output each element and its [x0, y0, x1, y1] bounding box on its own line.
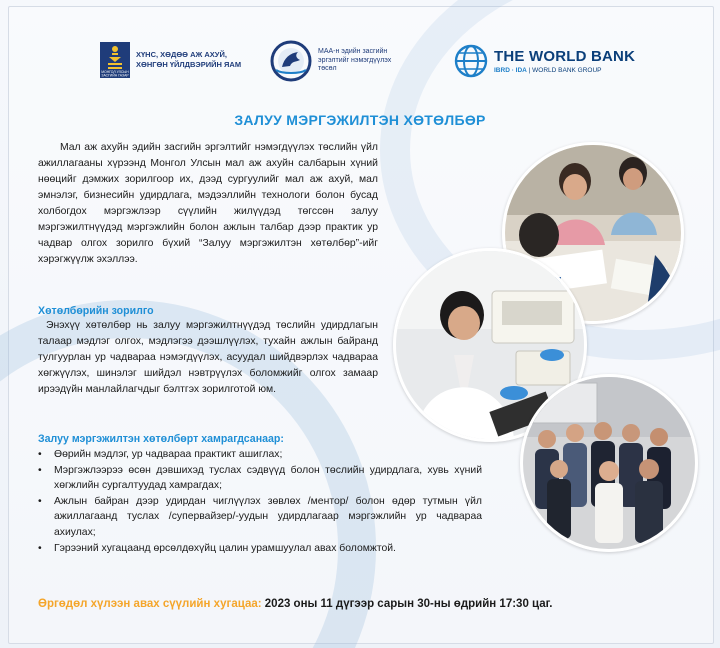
deadline-label: Өргөдөл хүлээн авах сүүлийн хугацаа: [38, 598, 262, 610]
world-bank-sub-right: WORLD BANK GROUP [532, 67, 602, 74]
list-item: • Өөрийн мэдлэг, ур чадвараа практикт ашиглах; [38, 447, 482, 463]
coverage-heading: Залуу мэргэжилтэн хөтөлбөрт хамрагдсанаар: [38, 433, 284, 445]
world-bank-sub-divider: | [528, 67, 533, 74]
project-name-line3: төсөл [318, 65, 337, 73]
ministry-name [136, 50, 241, 70]
project-name [318, 48, 391, 74]
coverage-list [38, 447, 482, 556]
goal-paragraph: Энэхүү хөтөлбөр нь залуу мэргэжилтнүүдэд төслийн удирдлагын талаар мэдлэг олгох, мэдлэгээ дээшлүүлэх, тухайн ажлын байранд тулгуурлан ур чадвараа нэмэгдүүлэх, асуудал шийдвэрлэх чадвараа хөгжүүлэх, шинэлэг шийдэл нэвтрүүлэх боломжийг олгох замаар ирээдүйн манлайлагчдыг бэлтгэх зорилготой юм. [38, 320, 378, 395]
project-name-line1: МАА-н эдийн засгийн [318, 48, 388, 56]
ministry-name-line1: ХҮНС, ХӨДӨӨ АЖ АХУЙ, [136, 50, 227, 59]
list-item: • Ажлын байран дээр удирдан чиглүүлэх зөвлөх /ментор/ болон өдөр тутмын үйл ажиллагаанд туслах /супервайзер/-уудын удирдлагаар мэргэжлийн ур чадвараа ахиулах; [38, 494, 482, 541]
list-item: • Мэргэжлээрээ өсөн дэвшихэд туслах сэдвүүд болон төслийн удирдлага, хувь хүний хөгжлийн сургалтуудад хамрагдах; [38, 463, 482, 494]
ministry-logo [100, 42, 241, 78]
page-title: ЗАЛУУ МЭРГЭЖИЛТЭН ХӨТӨЛБӨР [234, 112, 486, 128]
emblem-caption-line2: ЗАСГИЙН ГАЗАР [101, 73, 129, 78]
globe-icon [454, 44, 488, 78]
ministry-name-line2: ХӨНГӨН ҮЙЛДВЭРИЙН ЯАМ [136, 60, 242, 69]
horse-circle-logo-icon [270, 40, 312, 82]
goal-heading: Хөтөлбөрийн зорилго [38, 305, 154, 317]
soyombo-emblem-icon [100, 42, 130, 78]
world-bank-title: THE WORLD BANK [494, 48, 636, 65]
world-bank-subtitle [494, 67, 635, 74]
world-bank-logo [454, 44, 635, 78]
intro-paragraph: Мал аж ахуйн эдийн засгийн эргэлтийг нэмэгдүүлэх төслийн үйл ажиллагааны хүрээнд Монгол Улсын мал аж ахуйн салбарын хүний нөөцийг дэмжих зорилгоор их, дээд сургуулийг мал аж ахуй, мал эмнэлэг, бизнесийн удирдлага, мэдээллийн технологи болон бусад холбогдох мэргэжлээр сүүлийн жилүүдэд төгссөн залуу мэргэжилтнүүдэд мэргэжлийн болон ажлын талбар дээр практик ур чадвар олгох зорилго бүхий “Залуу мэргэжилтэн хөтөлбөр”-ийг хэрэгжүүлж эхэллээ. [38, 142, 378, 265]
emblem-caption-line1: МОНГОЛ УЛСЫН [101, 70, 129, 74]
deadline-value: 2023 оны 11 дүгээр сарын 30-ны өдрийн 17:30 цаг. [264, 598, 553, 610]
project-logo [270, 40, 391, 82]
project-name-line2: эргэлтийг нэмэгдүүлэх [318, 56, 392, 64]
list-item: • Гэрээний хугацаанд өрсөлдөхүйц цалин урамшуулал авах боломжтой. [38, 541, 482, 557]
world-bank-sub-left: IBRD · IDA [494, 67, 527, 74]
deadline-line [38, 598, 552, 610]
group-photo [520, 374, 698, 552]
